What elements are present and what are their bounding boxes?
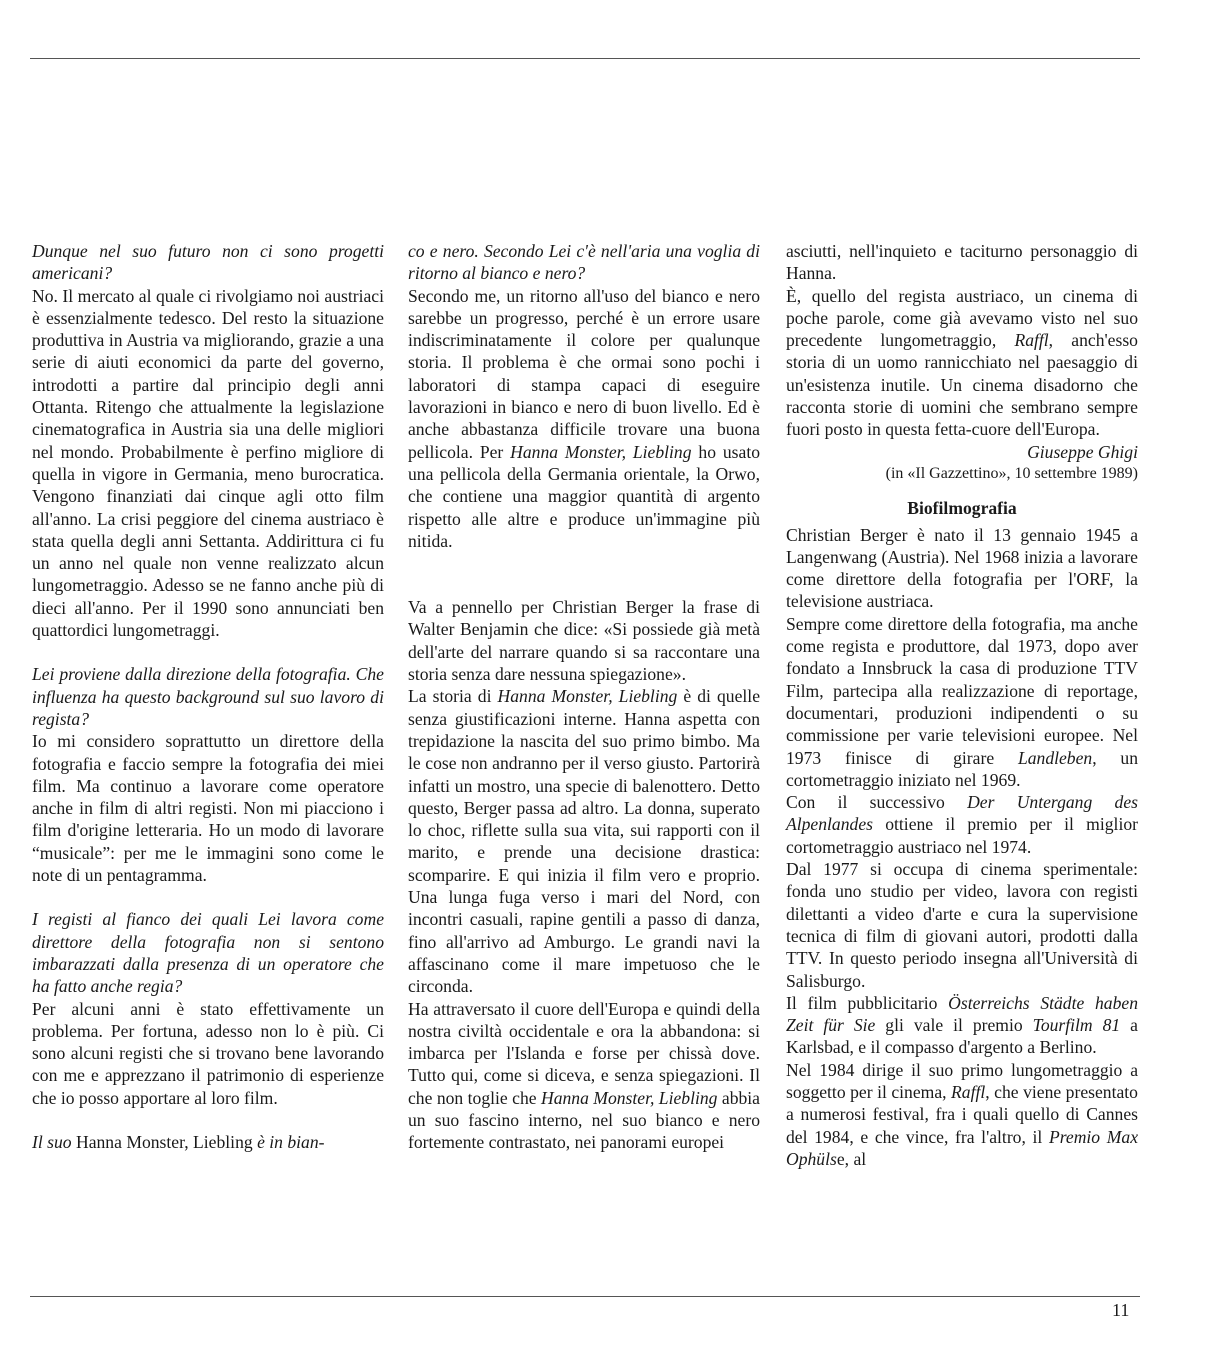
interview-question: Lei proviene dalla direzione della fotografia. Che influenza ha questo background sul suo lavoro di regista? bbox=[32, 664, 384, 729]
column-left bbox=[32, 240, 384, 1153]
interview-answer: No. Il mercato al quale ci rivolgiamo noi austriaci è essenzialmente tedesco. Del resto la situazione produttiva in Austria va migliorando, grazie a una serie di aiuti economici da parte del governo, introdotti a partire dal principio degli anni Ottanta. Ritengo che attualmente la legislazione cinematografica in Austria sia una delle migliori nel mondo. Probabilmente è perfino migliore di quella in vigore in Germania, meno burocratica. Vengono finanziati dai cinque agli otto film all'anno. La crisi peggiore del cinema austriaco è stata quella degli anni Settanta. Addirittura ci fu un anno nel quale non venne realizzato alcun lungometraggio. Adesso se ne fanno anche più di dieci all'anno. Per il 1990 sono annunciati ben quattordici lungometraggi. bbox=[32, 285, 384, 641]
bio-paragraph: Il film pubblicitario Österreichs Städte haben Zeit für Sie gli vale il premio Tourfilm 81 a Karlsbad, e il compasso d'argento a Berlino. bbox=[786, 992, 1139, 1058]
bio-paragraph: Nel 1984 dirige il suo primo lungometraggio a soggetto per il cinema, Raffl, che viene presentato a numerosi festival, fra i quali quello di Cannes del 1984, e che vince, fra l'altro, il Premio Max Ophülse, al bbox=[786, 1059, 1138, 1169]
signature bbox=[786, 441, 1138, 486]
question-text: Il suo bbox=[32, 1131, 72, 1152]
film-title: Raffl bbox=[951, 1081, 986, 1102]
film-title: Österreichs Städte haben Zeit für Sie bbox=[786, 992, 1139, 1036]
interview-question: Dunque nel suo futuro non ci sono progetti americani? bbox=[32, 241, 384, 284]
review-paragraph: asciutti, nell'inquieto e taciturno personaggio di Hanna. bbox=[786, 241, 1138, 284]
interview-answer: Secondo me, un ritorno all'uso del bianco e nero sarebbe un progresso, perché è un errore usare indiscriminatamente il colore per qualunque storia. Il problema è che ormai sono pochi i laboratori di stampa capaci di eseguire lavorazioni in bianco e nero di buon livello. Ed è anche abbastanza difficile trovare una buona pellicola. Per Hanna Monster, Liebling ho usato una pellicola della Germania orientale, la Orwo, che contiene una maggior quantità di argento rispetto alle altre e produce un'immagine più nitida. bbox=[408, 285, 760, 551]
bottom-rule bbox=[30, 1296, 1140, 1297]
film-title: Raffl bbox=[1014, 330, 1049, 351]
bio-paragraph: Christian Berger è nato il 13 gennaio 1945 a Langenwang (Austria). Nel 1968 inizia a lavorare come direttore della fotografia per l'ORF, la televisione austriaca. bbox=[786, 524, 1138, 612]
interview-question: I registi al fianco dei quali Lei lavora come direttore della fotografia non si sentono imbarazzati dalla presenza di un operatore che ha fatto anche regia? bbox=[32, 909, 384, 997]
film-title: Hanna Monster, Liebling bbox=[497, 686, 678, 707]
award-name: Tourfilm 81 bbox=[1032, 1015, 1121, 1036]
interview-answer: Per alcuni anni è stato effettivamente un problema. Per fortuna, adesso non lo è più. Ci sono alcuni registi che si trovano bene lavorando con me e apprezzano il patrimonio di esperienze che io posso apportare al loro film. bbox=[32, 998, 384, 1108]
bio-paragraph: Con il successivo Der Untergang des Alpenlandes ottiene il premio per il miglior cortometraggio austriaco nel 1974. bbox=[786, 792, 1138, 857]
author-name: Giuseppe Ghigi bbox=[1027, 441, 1138, 462]
film-title: Hanna Monster, Liebling bbox=[540, 1087, 718, 1108]
film-title: Hanna Monster, Liebling bbox=[510, 441, 692, 462]
interview-question bbox=[32, 1131, 384, 1153]
film-title: Landleben bbox=[1017, 747, 1093, 768]
review-paragraph: La storia di Hanna Monster, Liebling è di quelle senza giustificazioni interne. Hanna aspetta con trepidazione la nascita del suo primo bimbo. Ma le cose non andranno per il verso giusto. Partorirà infatti un mostro, una specie di balenottero. Detto questo, Berger passa ad altro. La donna, superato lo choc, riflette sulla sua vita, sui rapporti con il marito, e prende una decisione drastica: scomparire. E qui inizia il film vero e proprio. Una lunga fuga verso i mari del Nord, con incontri casuali, rapine gentili a passo di danza, fino all'arrivo ad Amburgo. Le grandi navi la affascinano come il mare impetuoso che le circonda. bbox=[408, 686, 761, 997]
column-middle bbox=[408, 240, 760, 1154]
bio-paragraph: Dal 1977 si occupa di cinema sperimentale: fonda uno studio per video, lavora con registi dilettanti a video d'arte e cura la supervisione tecnica di film di giovani autori, prodotti dalla TTV. In questo periodo insegna all'Università di Salisburgo. bbox=[786, 859, 1138, 991]
review-paragraph: Ha attraversato il cuore dell'Europa e quindi della nostra civiltà occidentale e ora la abbandona: si imbarca per l'Islanda e forse per chissà dove. Tutto qui, come si diceva, e senza spiegazioni. Il che non toglie che Hanna Monster, Liebling abbia un suo fascino interno, nel suo bianco e nero fortemente contrastato, nei panorami europei bbox=[408, 998, 760, 1153]
film-title: Hanna Monster, Liebling bbox=[76, 1131, 253, 1152]
interview-answer: Io mi considero soprattutto un direttore della fotografia e faccio sempre la fotografia dei miei film. Ma continuo a lavorare come operatore anche in film di altri registi. Non mi piacciono i film d'origine letteraria. Ho un modo di lavorare “musicale”: per me le immagini sono come le note di un pentagramma. bbox=[32, 731, 384, 886]
bio-paragraph: Sempre come direttore della fotografia, ma anche come regista e produttore, dal 1973, dopo aver fondato a Innsbruck la casa di produzione TTV Film, partecipa alla realizzazione di reportage, documentari, produzioni indipendenti o su commissione per varie televisioni europee. Nel 1973 finisce di girare Landleben, un cortometraggio iniziato nel 1969. bbox=[786, 613, 1138, 790]
question-text: è in bian- bbox=[257, 1131, 325, 1152]
top-rule bbox=[30, 58, 1140, 59]
interview-question: co e nero. Secondo Lei c'è nell'aria una voglia di ritorno al bianco e nero? bbox=[408, 241, 760, 284]
page-number: 11 bbox=[1112, 1300, 1130, 1320]
section-heading: Biofilmografia bbox=[907, 498, 1017, 519]
source-citation: (in «Il Gazzettino», 10 settembre 1989) bbox=[885, 464, 1138, 482]
film-title: Der Untergang des Alpenlandes bbox=[786, 792, 1138, 835]
column-right bbox=[786, 240, 1138, 1170]
review-paragraph: È, quello del regista austriaco, un cinema di poche parole, come già avevamo visto nel suo precedente lungometraggio, Raffl, anch'esso storia di un uomo rannicchiato nel paesaggio di un'esistenza inutile. Un cinema disadorno che racconta storie di uomini che sembrano sempre fuori posto in questa fetta-cuore dell'Europa. bbox=[786, 285, 1138, 440]
review-paragraph: Va a pennello per Christian Berger la frase di Walter Benjamin che dice: «Si possiede già metà dell'arte del narrare quando si sa raccontare una storia senza dare nessuna spiegazione». bbox=[408, 597, 760, 685]
award-name: Premio Max Ophüls bbox=[786, 1126, 1138, 1169]
